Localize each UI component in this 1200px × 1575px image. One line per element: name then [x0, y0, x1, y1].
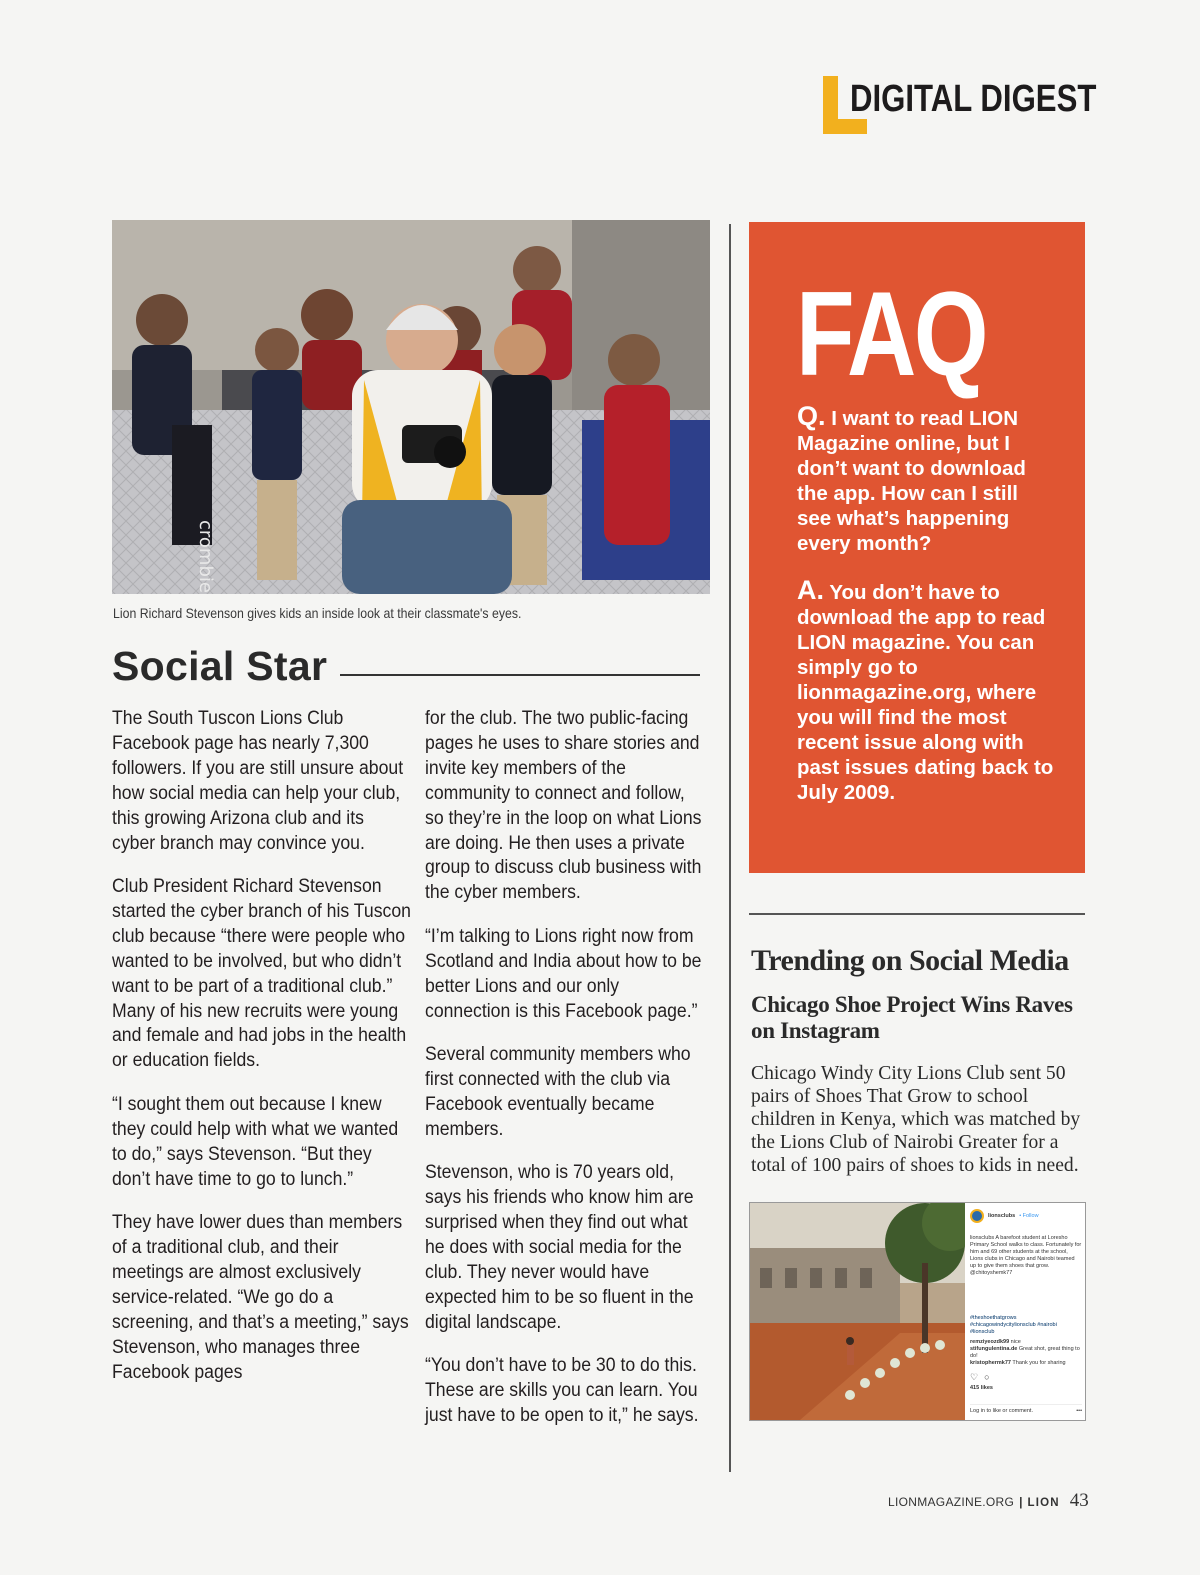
hero-photo [112, 220, 710, 594]
article-paragraph: “I’m talking to Lions right now from Scotland and India about how to be better Lions and our only connection is this Facebook page.” [425, 924, 702, 1022]
article-column-right [425, 706, 715, 1447]
photo-caption: Lion Richard Stevenson gives kids an inside look at their classmate's eyes. [113, 605, 522, 621]
article-paragraph: The South Tuscon Lions Club Facebook page has nearly 7,300 followers. If you are still unsure about how social media can help your club, this growing Arizona club and its cyber branch may convince you. [112, 707, 404, 854]
instagram-photo [750, 1203, 965, 1420]
instagram-likes: 415 likes [970, 1385, 993, 1391]
faq-box [749, 222, 1085, 873]
section-bracket-base [823, 119, 867, 134]
lions-avatar [970, 1209, 984, 1223]
instagram-account [970, 1209, 1082, 1223]
instagram-post [749, 1202, 1086, 1421]
heading-rule [340, 674, 700, 676]
instagram-account-name: lionsclubs [988, 1212, 1016, 1219]
comment-user[interactable]: remziyeozdk99 [970, 1339, 1010, 1345]
comment-text: nice [1010, 1339, 1021, 1345]
faq-answer [797, 575, 1057, 805]
instagram-caption: lionsclubs A barefoot student at Loresho Primary School walks to class. Fortunately for him and 69 other students at the school, Lions clubs in Chicago and Nairobi teamed up to give them shoes that grow. @chitoyshemk77 [970, 1235, 1082, 1276]
comment-icon[interactable]: ○ [984, 1372, 990, 1382]
trending-body: Chicago Windy City Lions Club sent 50 pairs of Shoes That Grow to school children in Kenya, which was matched by the Lions Club of Nairobi Greater for a total of 100 pairs of shoes to kids in need. [751, 1063, 1081, 1177]
article-paragraph: They have lower dues than members of a traditional club, and their meetings are almost exclusively service-related. “We go do a screening, and that’s a meeting,” says Stevenson, who manages three Facebook pages [112, 1211, 409, 1383]
instagram-login-link[interactable]: Log in to like or comment. [970, 1408, 1033, 1414]
article-column-left [112, 706, 412, 1403]
article-paragraph: Club President Richard Stevenson started the cyber branch of his Tuscon club because “there were people who wanted to be involved, but who didn’t want to be part of a traditional club.” Many of his new recruits were young and female and had jobs in the health or education fields. [112, 875, 411, 1072]
comment-text: Great shot, great thing to do! [970, 1346, 1080, 1359]
article-paragraph: for the club. The two public-facing pages he uses to share stories and invite key members of the community to connect and follow, so they’re in the loop on what Lions are doing. He then uses a private group to discuss club business with the cyber members. [425, 707, 702, 904]
faq-title: FAQ [796, 267, 987, 401]
follow-button[interactable]: • Follow [1019, 1212, 1039, 1219]
shirt-text: crombie [195, 520, 216, 593]
more-icon[interactable]: ••• [1076, 1408, 1082, 1414]
footer-magazine: LION [1027, 1497, 1060, 1509]
article-heading [112, 643, 702, 693]
section-header [823, 74, 1097, 136]
instagram-comment [970, 1339, 1082, 1346]
faq-question-text: I want to read LION Magazine online, but I don’t want to download the app. How can I still see what’s happening every month? [797, 407, 1026, 555]
trending-subheading: Chicago Shoe Project Wins Raves on Instagram [751, 992, 1073, 1043]
instagram-comment [970, 1360, 1082, 1367]
section-title: DIGITAL DIGEST [850, 78, 1097, 120]
faq-a-label: A. [797, 575, 824, 605]
comment-text: Thank you for sharing [1012, 1360, 1066, 1366]
trending-heading: Trending on Social Media [751, 944, 1069, 977]
faq-q-label: Q. [797, 401, 826, 431]
column-divider [729, 224, 731, 1472]
article-paragraph: Stevenson, who is 70 years old, says his friends who know him are surprised when they find out what he does with social media for the club. They never would have expected him to be so fluent in the digital landscape. [425, 1161, 694, 1333]
comment-user[interactable]: stifungulentina.de [970, 1346, 1018, 1352]
article-paragraph: “I sought them out because I knew they could help with what we wanted to do,” says Stevenson. “But they don’t have time to go to lunch.” [112, 1092, 399, 1190]
instagram-hashtags[interactable]: #theshoethatgrows #chicagowindycitylionsclub #nairobi #lionsclub [970, 1315, 1057, 1335]
faq-answer-text: You don’t have to download the app to read LION magazine. You can simply go to lionmagazine.org, where you will find the most recent issue along with past issues dating back to July 2009. [797, 581, 1054, 804]
article-paragraph: “You don’t have to be 30 to do this. These are skills you can learn. You just have to be open to it,” he says. [425, 1354, 699, 1427]
article-paragraph: Several community members who first connected with the club via Facebook eventually became members. [425, 1043, 691, 1140]
instagram-actions [970, 1372, 1082, 1382]
comment-user[interactable]: kristophermk77 [970, 1360, 1011, 1366]
hero-photo-illustration [112, 220, 710, 594]
footer-site: LIONMAGAZINE.ORG [888, 1495, 1015, 1509]
footer-separator: | [1019, 1495, 1023, 1509]
sidebar-rule [749, 913, 1085, 915]
instagram-panel [970, 1209, 1082, 1414]
page-number: 43 [1069, 1490, 1089, 1511]
instagram-login-bar [970, 1404, 1082, 1415]
instagram-comment [970, 1346, 1082, 1360]
faq-question [797, 401, 1057, 556]
heart-icon[interactable]: ♡ [970, 1372, 979, 1382]
page-footer [888, 1490, 1089, 1512]
article-title: Social Star [112, 643, 328, 689]
